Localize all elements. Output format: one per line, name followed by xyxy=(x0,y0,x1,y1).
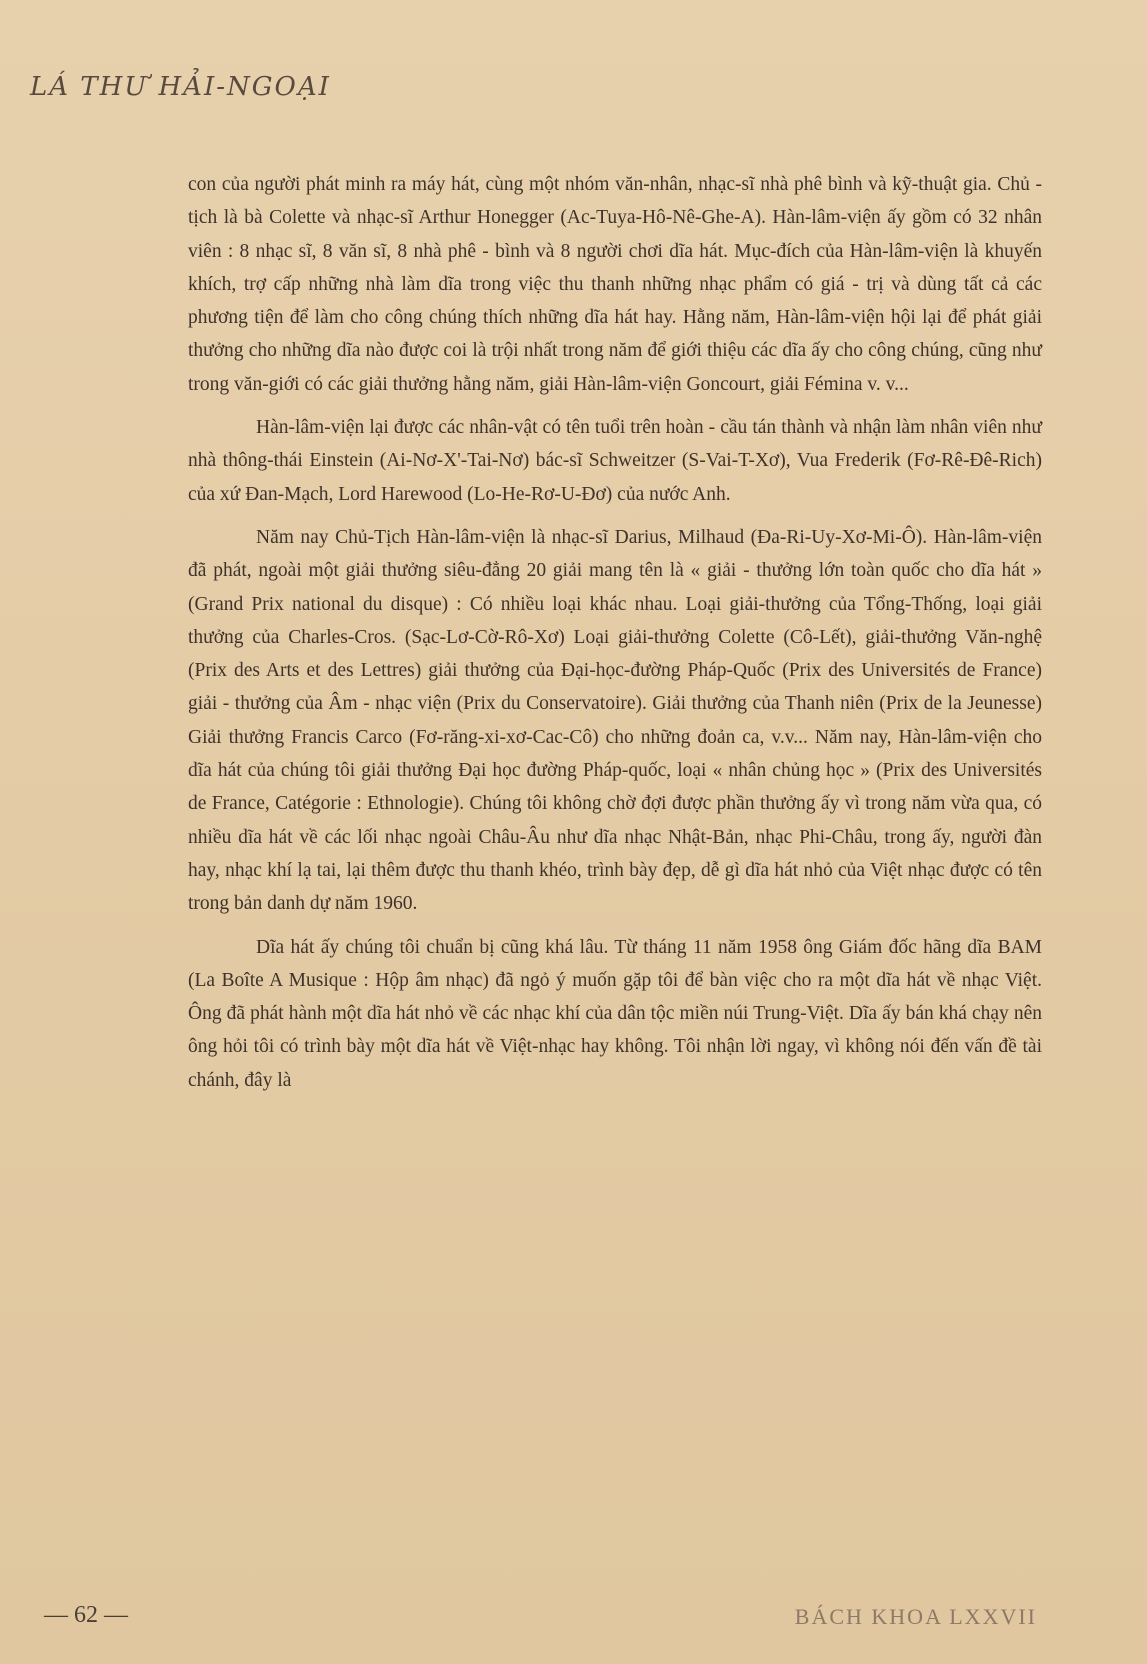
paragraph-2: Hàn-lâm-viện lại được các nhân-vật có tên tuổi trên hoàn - cầu tán thành và nhận làm nhân viên như nhà thông-thái Einstein (Ai-Nơ-X'-Tai-Nơ) bác-sĩ Schweitzer (S-Vai-T-Xơ), Vua Frederik (Fơ-Rê-Đê-Rich) của xứ Đan-Mạch, Lord Harewood (Lo-He-Rơ-U-Đơ) của nước Anh. xyxy=(188,417,1042,505)
paragraph-4: Dĩa hát ấy chúng tôi chuẩn bị cũng khá lâu. Từ tháng 11 năm 1958 ông Giám đốc hãng dĩa BAM (La Boîte A Musique : Hộp âm nhạc) đã ngỏ ý muốn gặp tôi để bàn việc cho ra một dĩa hát về nhạc Việt. Ông đã phát hành một dĩa hát nhỏ về các nhạc khí của dân tộc miền núi Trung-Việt. Dĩa ấy bán khá chạy nên ông hỏi tôi có trình bày một dĩa hát về Việt-nhạc hay không. Tôi nhận lời ngay, vì không nói đến vấn đề tài chánh, đây là xyxy=(188,936,1042,1091)
page-number: — 62 — xyxy=(44,1602,128,1628)
paragraph-3: Năm nay Chủ-Tịch Hàn-lâm-viện là nhạc-sĩ Darius, Milhaud (Đa-Ri-Uy-Xơ-Mi-Ô). Hàn-lâm-viện đã phát, ngoài một giải thưởng siêu-đẳng 20 giải mang tên là « giải - thưởng lớn toàn quốc cho dĩa hát » (Grand Prix national du disque) : Có nhiều loại khác nhau. Loại giải-thưởng của Tổng-Thống, loại giải thưởng của Charles-Cros. (Sạc-Lơ-Cờ-Rô-Xơ) Loại giải-thưởng Colette (Cô-Lết), giải-thưởng Văn-nghệ (Prix des Arts et des Lettres) giải thưởng của Đại-học-đường Pháp-Quốc (Prix des Universités de France) giải - thưởng của Âm - nhạc viện (Prix du Conservatoire). Giải thưởng của Thanh niên (Prix de la Jeunesse) Giải thưởng Francis Carco (Fơ-răng-xi-xơ-Cac-Cô) cho những đoản ca, v.v... Năm nay, Hàn-lâm-viện cho dĩa hát của chúng tôi giải thưởng Đại học đường Pháp-quốc, loại « nhân chủng học » (Prix des Universités de France, Catégorie : Ethnologie). Chúng tôi không chờ đợi được phần thưởng ấy vì trong năm vừa qua, có nhiều dĩa hát về các lối nhạc ngoài Châu-Âu như dĩa nhạc Nhật-Bản, nhạc Phi-Châu, trong ấy, người đàn hay, nhạc khí lạ tai, lại thêm được thu thanh khéo, trình bày đẹp, dễ gì dĩa hát nhỏ của Việt nhạc được có tên trong bản danh dự năm 1960. xyxy=(188,526,1042,915)
running-title: LÁ THƯ HẢI-NGOẠI xyxy=(30,72,331,102)
publication-name: BÁCH KHOA LXXVII xyxy=(794,1604,1037,1629)
paragraph-1: con của người phát minh ra máy hát, cùng một nhóm văn-nhân, nhạc-sĩ nhà phê bình và kỹ-thuật gia. Chủ - tịch là bà Colette và nhạc-sĩ Arthur Honegger (Ac-Tuya-Hô-Nê-Ghe-A). Hàn-lâm-viện ấy gồm có 32 nhân viên : 8 nhạc sĩ, 8 văn sĩ, 8 nhà phê - bình và 8 người chơi dĩa hát. Mục-đích của Hàn-lâm-viện là khuyến khích, trợ cấp những nhà làm dĩa trong việc thu thanh những nhạc phẩm có giá - trị và dùng tất cả các phương tiện để làm cho công chúng thích những dĩa hát hay. Hằng năm, Hàn-lâm-viện hội lại để phát giải thưởng cho những dĩa nào được coi là trội nhất trong năm để giới thiệu các dĩa ấy cho công chúng, cũng như trong văn-giới có các giải thưởng hằng năm, giải Hàn-lâm-viện Goncourt, giải Fémina v. v... xyxy=(188,174,1042,395)
article-body xyxy=(188,168,1042,1097)
